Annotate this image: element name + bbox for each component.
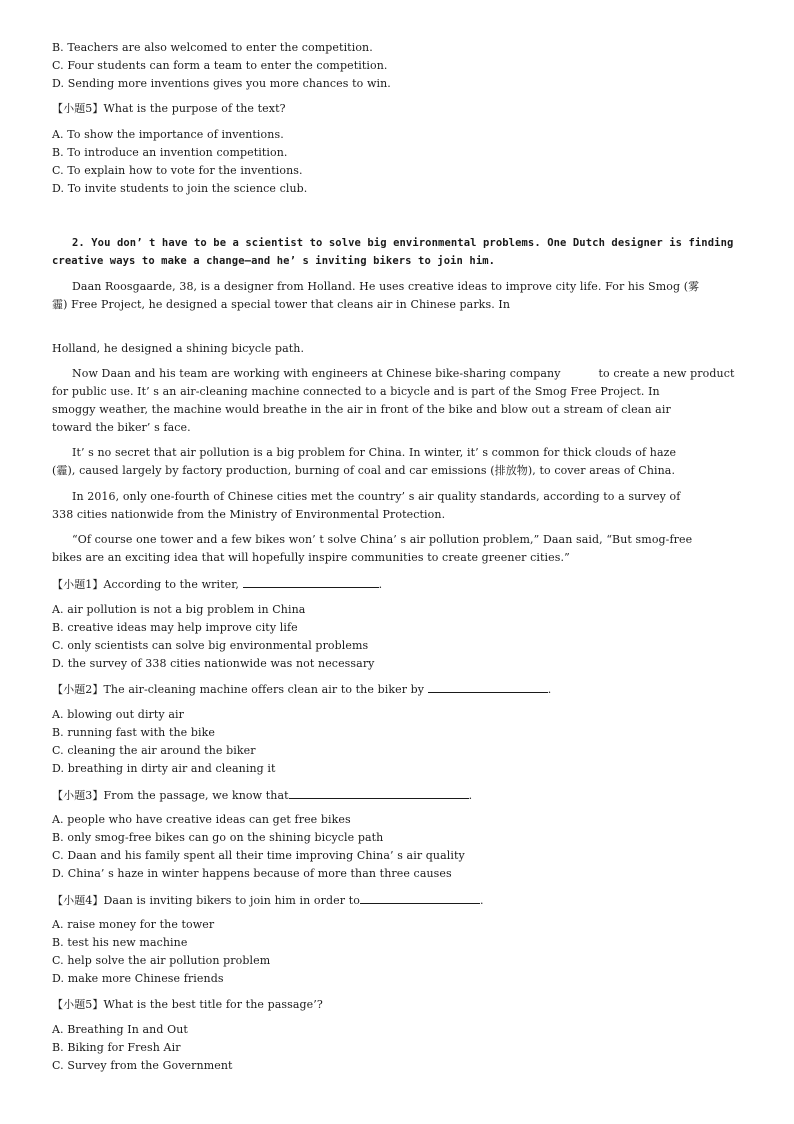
question-stem: 【小题5】What is the best title for the passage’? xyxy=(52,998,323,1011)
option-d: D. Sending more inventions gives you more chances to win. xyxy=(52,77,391,90)
paragraph-line: smoggy weather, the machine would breathe in the air in front of the bike and blow out a stream of clean air xyxy=(52,403,671,416)
question-text: 【小题2】The air-cleaning machine offers clean air to the biker by xyxy=(52,683,425,696)
paragraph-line: (霾), caused largely by factory production, burning of coal and car emissions (排放物), to cover areas of China. xyxy=(52,464,676,477)
option-a: A. To show the importance of inventions. xyxy=(52,128,284,141)
option-d: D. To invite students to join the science club. xyxy=(52,182,308,195)
option-d: D. make more Chinese friends xyxy=(52,972,224,985)
option-a: A. air pollution is not a big problem in China xyxy=(52,603,306,616)
answer-blank xyxy=(428,682,548,693)
option-a: A. Breathing In and Out xyxy=(52,1023,188,1036)
option-c: C. Daan and his family spent all their time improving China’ s air quality xyxy=(52,849,465,862)
paragraph-line: Holland, he designed a shining bicycle path. xyxy=(52,342,305,355)
option-c: C. cleaning the air around the biker xyxy=(52,744,256,757)
question-stem: 【小题5】What is the purpose of the text? xyxy=(52,102,286,115)
option-b: B. only smog-free bikes can go on the shining bicycle path xyxy=(52,831,384,844)
option-a: A. blowing out dirty air xyxy=(52,708,184,721)
paragraph-line: 338 cities nationwide from the Ministry of Environmental Protection. xyxy=(52,508,446,521)
paragraph-line xyxy=(72,367,734,381)
period: . xyxy=(479,894,484,907)
paragraph-line: In 2016, only one-fourth of Chinese cities met the country’ s air quality standards, according to a survey of xyxy=(72,490,681,503)
paragraph-text: to create a new product xyxy=(598,367,735,380)
option-b: B. test his new machine xyxy=(52,936,188,949)
option-a: A. people who have creative ideas can get free bikes xyxy=(52,813,351,826)
answer-blank xyxy=(243,577,379,588)
question-stem xyxy=(52,893,484,908)
option-b: B. running fast with the bike xyxy=(52,726,216,739)
option-b: B. Teachers are also welcomed to enter the competition. xyxy=(52,41,373,54)
option-b: B. creative ideas may help improve city life xyxy=(52,621,298,634)
question-stem xyxy=(52,577,382,592)
period: . xyxy=(378,578,383,591)
option-b: B. Biking for Fresh Air xyxy=(52,1041,181,1054)
paragraph-line: for public use. It’ s an air-cleaning machine connected to a bicycle and is part of the Smog Free Project. In xyxy=(52,385,660,398)
paragraph-line: It’ s no secret that air pollution is a big problem for China. In winter, it’ s common for thick clouds of haze xyxy=(72,446,677,459)
answer-blank xyxy=(360,893,480,904)
paragraph-line: bikes are an exciting idea that will hopefully inspire communities to create greener cities.” xyxy=(52,551,570,564)
answer-blank xyxy=(289,788,469,799)
option-b: B. To introduce an invention competition. xyxy=(52,146,288,159)
option-c: C. To explain how to vote for the inventions. xyxy=(52,164,303,177)
option-a: A. raise money for the tower xyxy=(52,918,215,931)
option-c: C. Survey from the Government xyxy=(52,1059,233,1072)
option-d: D. breathing in dirty air and cleaning it xyxy=(52,762,276,775)
question-text: 【小题3】From the passage, we know that xyxy=(52,789,289,802)
passage-intro: 2. You don’ t have to be a scientist to solve big environmental problems. One Dutch designer is finding xyxy=(72,237,734,249)
option-d: D. China’ s haze in winter happens because of more than three causes xyxy=(52,867,452,880)
passage-intro: creative ways to make a change—and he’ s inviting bikers to join him. xyxy=(52,255,496,267)
period: . xyxy=(547,683,552,696)
option-c: C. Four students can form a team to enter the competition. xyxy=(52,59,388,72)
question-stem xyxy=(52,682,551,697)
paragraph-line: toward the biker’ s face. xyxy=(52,421,191,434)
paragraph-line: Daan Roosgaarde, 38, is a designer from Holland. He uses creative ideas to improve city life. For his Smog (雾 xyxy=(72,280,700,293)
paragraph-line: 霾) Free Project, he designed a special tower that cleans air in Chinese parks. In xyxy=(52,298,511,311)
option-c: C. help solve the air pollution problem xyxy=(52,954,271,967)
period: . xyxy=(468,789,473,802)
question-stem xyxy=(52,788,472,803)
option-d: D. the survey of 338 cities nationwide was not necessary xyxy=(52,657,375,670)
question-text: 【小题1】According to the writer, xyxy=(52,578,239,591)
question-text: 【小题4】Daan is inviting bikers to join him in order to xyxy=(52,894,360,907)
option-c: C. only scientists can solve big environmental problems xyxy=(52,639,369,652)
paragraph-line: “Of course one tower and a few bikes won’ t solve China’ s air pollution problem,” Daan said, “But smog-free xyxy=(72,533,693,546)
paragraph-text: Now Daan and his team are working with engineers at Chinese bike-sharing company xyxy=(72,367,561,380)
